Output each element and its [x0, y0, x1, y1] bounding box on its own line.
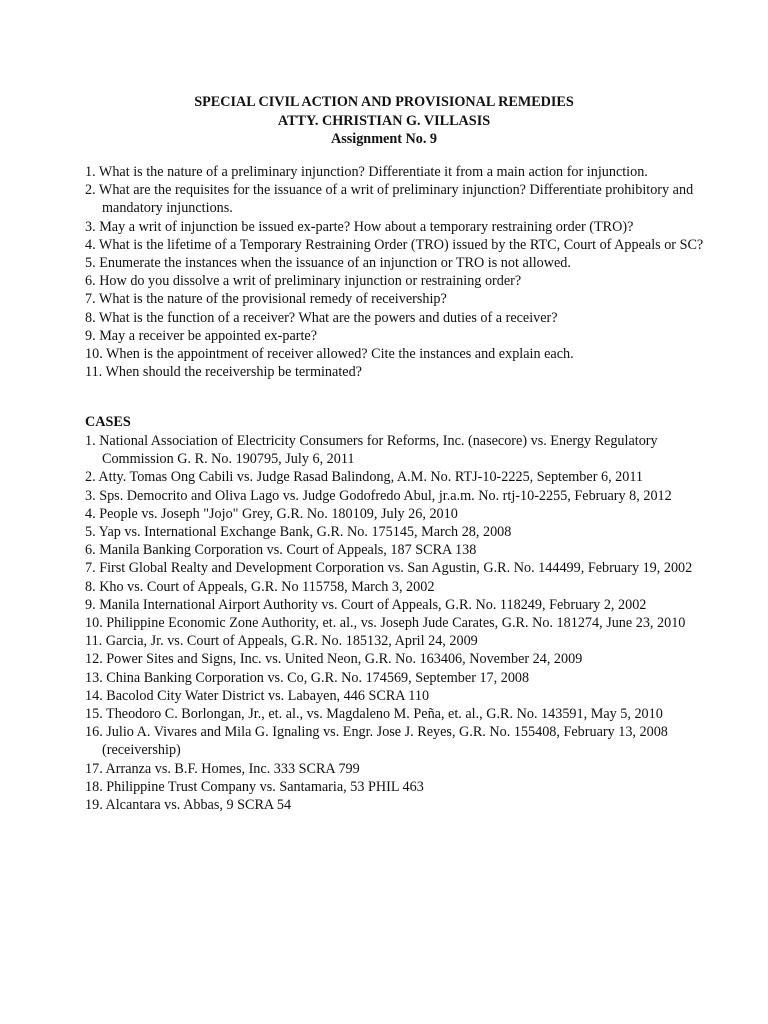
case-item: 19. Alcantara vs. Abbas, 9 SCRA 54	[85, 797, 292, 814]
question-item: 4. What is the lifetime of a Temporary Restraining Order (TRO) issued by the RTC, Court of Appeals or SC?	[85, 236, 704, 253]
cases-heading: CASES	[85, 414, 131, 430]
question-item: 6. How do you dissolve a writ of preliminary injunction or restraining order?	[85, 273, 522, 290]
case-item: 13. China Banking Corporation vs. Co, G.R. No. 174569, September 17, 2008	[85, 669, 530, 686]
case-item: 15. Theodoro C. Borlongan, Jr., et. al., vs. Magdaleno M. Peña, et. al., G.R. No. 143591, May 5, 2010	[85, 706, 663, 723]
question-item: 5. Enumerate the instances when the issuance of an injunction or TRO is not allowed.	[85, 255, 571, 272]
case-item: 2. Atty. Tomas Ong Cabili vs. Judge Rasad Balindong, A.M. No. RTJ-10-2225, September 6, 2011	[85, 469, 644, 486]
case-item: 18. Philippine Trust Company vs. Santamaria, 53 PHIL 463	[85, 778, 424, 795]
question-item: 10. When is the appointment of receiver allowed? Cite the instances and explain each.	[85, 346, 574, 363]
question-item: 2. What are the requisites for the issuance of a writ of preliminary injunction? Differentiate prohibitory and mandatory injunctions.	[85, 182, 694, 217]
question-item: 1. What is the nature of a preliminary injunction? Differentiate it from a main action for injunction.	[85, 164, 648, 180]
cases-list	[85, 432, 705, 814]
case-item: 7. First Global Realty and Development Corporation vs. San Agustin, G.R. No. 144499, February 19, 2002	[85, 560, 693, 577]
case-item: 11. Garcia, Jr. vs. Court of Appeals, G.R. No. 185132, April 24, 2009	[85, 633, 478, 650]
case-item: 10. Philippine Economic Zone Authority, et. al., vs. Joseph Jude Carates, G.R. No. 181274, June 23, 2010	[85, 615, 686, 632]
header-instructor: ATTY. CHRISTIAN G. VILLASIS	[277, 112, 491, 129]
case-item: 16. Julio A. Vivares and Mila G. Ignaling vs. Engr. Jose J. Reyes, G.R. No. 155408, February 13, 2008 (receivership)	[85, 724, 668, 759]
case-item: 17. Arranza vs. B.F. Homes, Inc. 333 SCRA 799	[85, 760, 360, 777]
case-item: 9. Manila International Airport Authority vs. Court of Appeals, G.R. No. 118249, February 2, 2002	[85, 596, 647, 613]
case-item: 12. Power Sites and Signs, Inc. vs. United Neon, G.R. No. 163406, November 24, 2009	[85, 651, 583, 668]
case-item: 14. Bacolod City Water District vs. Labayen, 446 SCRA 110	[85, 687, 430, 704]
questions-list	[85, 163, 705, 381]
question-item: 8. What is the function of a receiver? What are the powers and duties of a receiver?	[85, 309, 558, 326]
header-assignment: Assignment No. 9	[330, 131, 438, 147]
document-header	[0, 93, 768, 149]
question-item: 9. May a receiver be appointed ex-parte?	[85, 327, 318, 344]
case-item: 3. Sps. Democrito and Oliva Lago vs. Judge Godofredo Abul, jr.a.m. No. rtj-10-2255, February 8, 2012	[85, 487, 672, 504]
case-item: 4. People vs. Joseph "Jojo" Grey, G.R. No. 180109, July 26, 2010	[85, 505, 458, 522]
case-item: 5. Yap vs. International Exchange Bank, G.R. No. 175145, March 28, 2008	[85, 524, 512, 541]
question-item: 11. When should the receivership be terminated?	[85, 364, 362, 381]
case-item: 8. Kho vs. Court of Appeals, G.R. No 115758, March 3, 2002	[85, 578, 435, 595]
header-course-title: SPECIAL CIVIL ACTION AND PROVISIONAL REMEDIES	[194, 94, 574, 110]
question-item: 3. May a writ of injunction be issued ex-parte? How about a temporary restraining order (TRO)?	[85, 218, 634, 235]
case-item: 6. Manila Banking Corporation vs. Court of Appeals, 187 SCRA 138	[85, 542, 477, 559]
question-item: 7. What is the nature of the provisional remedy of receivership?	[85, 291, 447, 308]
case-item: 1. National Association of Electricity Consumers for Reforms, Inc. (nasecore) vs. Energy Regulatory Commission G. R. No. 190795, July 6, 2011	[85, 433, 658, 468]
